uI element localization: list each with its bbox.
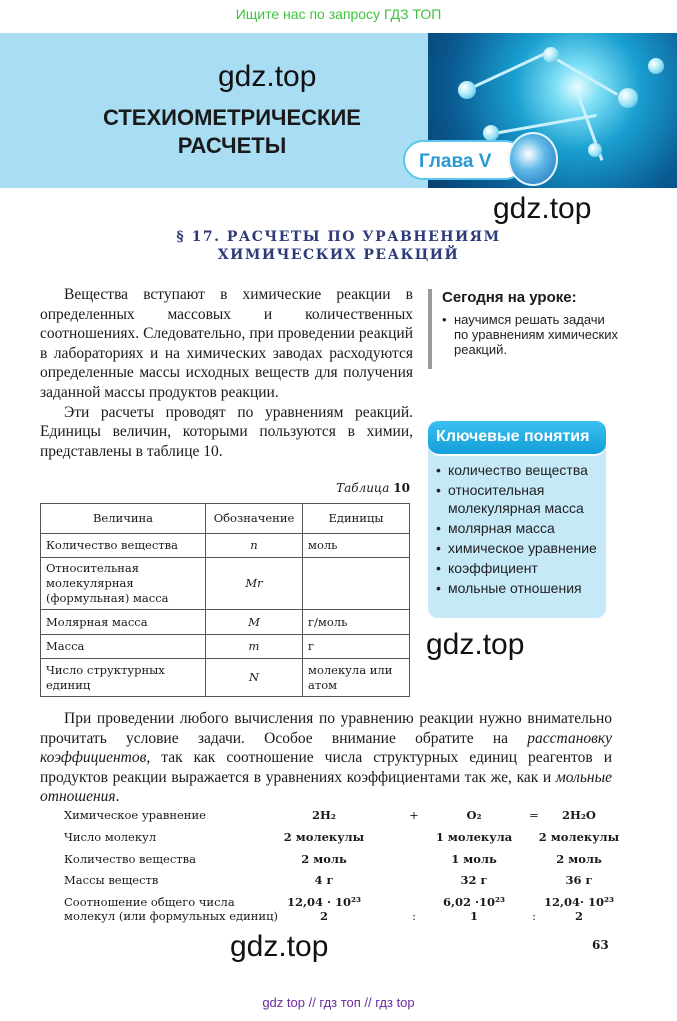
cell: Mr <box>206 558 303 610</box>
chapter-title-line: СТЕХИОМЕТРИЧЕСКИЕ <box>103 105 361 130</box>
chapter-title <box>82 104 382 160</box>
table-caption <box>300 481 410 495</box>
key-concept: • относительная молекулярная масса <box>436 482 606 517</box>
cell: молекула или атом <box>303 659 410 697</box>
cell: г/моль <box>303 610 410 635</box>
operator: + <box>409 808 419 822</box>
row-label: Массы веществ <box>64 873 159 887</box>
caption-number: 10 <box>393 481 410 495</box>
cell: Относительная молекулярная (формульная) масса <box>41 558 206 610</box>
equation-value: 2 <box>319 909 328 923</box>
chapter-title-line: РАСЧЕТЫ <box>177 133 287 158</box>
today-item: • научимся решать задачи по уравнениям химических реакций. <box>442 312 618 357</box>
emphasis: мольные отношения <box>40 768 612 805</box>
operator: : <box>412 909 416 923</box>
watermark: gdz.top <box>230 930 329 963</box>
equation-value: 6,02 ·10²³ <box>442 895 506 909</box>
cell: m <box>206 635 303 659</box>
key-concept: • молярная масса <box>436 520 606 538</box>
row-label: Соотношение общего числа <box>64 895 235 909</box>
section-heading-line: ХИМИЧЕСКИХ РЕАКЦИЙ <box>217 247 460 263</box>
equation-value: 2 <box>574 909 583 923</box>
cell: г <box>303 635 410 659</box>
cell: N <box>206 659 303 697</box>
key-concepts-box <box>428 421 606 618</box>
watermark: gdz.top <box>493 192 592 225</box>
equation-value: 2 моль <box>301 852 347 866</box>
footer-links[interactable]: gdz top // гдз топ // гдз top <box>262 995 415 1010</box>
operator: : <box>532 909 536 923</box>
key-concept: • химическое уравнение <box>436 540 606 558</box>
table-row <box>41 635 410 659</box>
table-header-row <box>41 504 410 534</box>
watermark: gdz.top <box>218 60 317 93</box>
today-title: Сегодня на уроке: <box>442 289 577 306</box>
equation-value: O₂ <box>466 808 482 822</box>
text: . <box>115 788 120 805</box>
equation-value: 2H₂O <box>562 808 596 822</box>
cell <box>303 558 410 610</box>
cell: Число структурных единиц <box>41 659 206 697</box>
equation-value: 36 г <box>565 873 593 887</box>
equation-value: 1 молекула <box>435 830 513 844</box>
column-header: Единицы <box>303 504 410 534</box>
cell: n <box>206 534 303 558</box>
equation-value: 12,04 · 10²³ <box>286 895 362 909</box>
cell: M <box>206 610 303 635</box>
equation-value: 2H₂ <box>312 808 336 822</box>
cell: Молярная масса <box>41 610 206 635</box>
key-concepts-title: Ключевые понятия <box>428 421 606 456</box>
paragraph: Эти расчеты проводят по уравнениям реакций. Единицы величин, которыми пользуются в химии, представлены в таблице 10. <box>40 403 413 460</box>
key-concept: • количество вещества <box>436 462 606 480</box>
key-concept: • мольные отношения <box>436 580 606 598</box>
cell: Количество вещества <box>41 534 206 558</box>
today-box <box>428 289 618 369</box>
equation-value: 1 моль <box>451 852 497 866</box>
row-label: Число молекул <box>64 830 157 844</box>
key-concept: • коэффициент <box>436 560 606 578</box>
equation-value: 32 г <box>460 873 488 887</box>
equation-value: 2 молекулы <box>538 830 620 844</box>
chapter-badge: Глава V <box>403 140 525 180</box>
equation-value: 2 моль <box>556 852 602 866</box>
row-label: молекул (или формульных единиц) <box>64 909 278 923</box>
text: При проведении любого вычисления по уравнению реакции нужно внимательно прочитать условие задачи. Особое внимание обратите на <box>40 710 612 747</box>
watermark: gdz.top <box>426 628 525 661</box>
row-label: Количество вещества <box>64 852 196 866</box>
globe-flask-icon <box>508 132 558 186</box>
column-header: Обозначение <box>206 504 303 534</box>
text: , так как соотношение числа структурных единиц реагентов и продуктов реакции выражается в уравнениях коэффициентами так же, как и <box>40 749 612 786</box>
search-hint: Ищите нас по запросу ГДЗ ТОП <box>235 6 442 22</box>
equation-value: 1 <box>469 909 478 923</box>
equation-table <box>64 808 620 933</box>
table-row <box>41 558 410 610</box>
units-table <box>40 503 410 697</box>
paragraph: Вещества вступают в химические реакции в определенных массовых и количественных соотношениях. Следовательно, при проведении реакций в лабораториях и на химических заводах расходуются определенные массы исходных веществ для получения заданной массы продуктов реакции. <box>40 286 413 401</box>
row-label: Химическое уравнение <box>64 808 206 822</box>
page-number: 63 <box>592 938 609 952</box>
equation-value: 2 молекулы <box>283 830 365 844</box>
caption-word: Таблица <box>336 481 390 495</box>
column-header: Величина <box>41 504 206 534</box>
cell: Масса <box>41 635 206 659</box>
section-heading <box>0 228 677 264</box>
table-row <box>41 534 410 558</box>
intro-text <box>40 285 413 461</box>
cell: моль <box>303 534 410 558</box>
body-text <box>40 709 612 807</box>
table-row <box>41 610 410 635</box>
equation-value: 12,04· 10²³ <box>543 895 615 909</box>
equation-value: 4 г <box>314 873 334 887</box>
operator: = <box>529 808 539 822</box>
table-row <box>41 659 410 697</box>
section-heading-line: § 17. РАСЧЕТЫ ПО УРАВНЕНИЯМ <box>176 229 501 245</box>
emphasis: расстановку коэффициентов <box>40 729 612 766</box>
